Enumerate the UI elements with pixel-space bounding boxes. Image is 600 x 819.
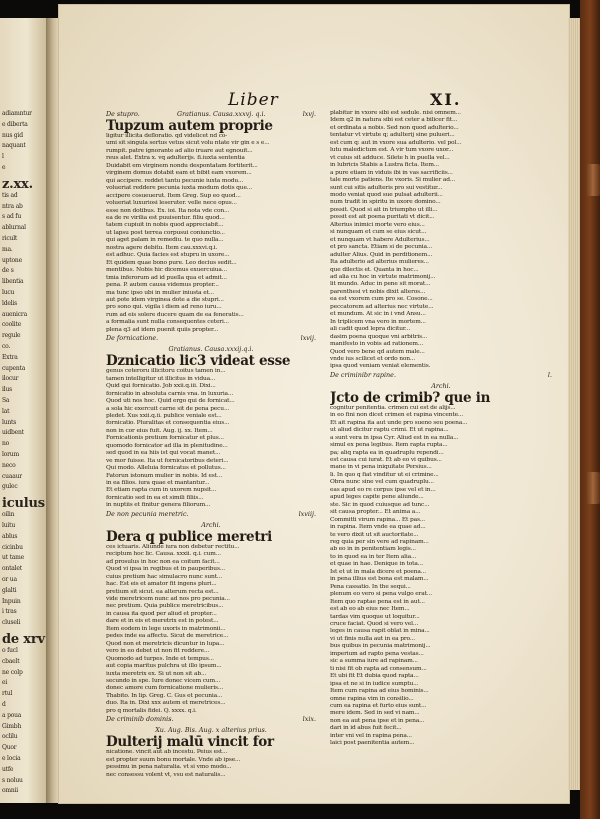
rubric-part: Gratianus. Causa.xxxvj. q.i. (176, 110, 266, 118)
text-line: ti nisi fit ob rapta ad consensum... (330, 665, 427, 672)
margin-fragment: no (2, 440, 10, 448)
margin-fragment: ut tame (2, 554, 25, 562)
text-line: hac. Est eis et amator fit ingens pluri... (106, 581, 217, 588)
text-line: est propter suum bonu mortale. Vnde ab ipse... (106, 756, 241, 763)
text-line: si nunquam et cum se eius sicut... (330, 229, 427, 236)
margin-fragment: ontalet (2, 565, 22, 573)
text-line: tatem cupiuit in nobis quod appreciabit... (106, 222, 224, 229)
text-line: tardas vim quoque ut loquitur... (330, 613, 420, 620)
text-line: Fornicationis pretium fornicatur et plus... (106, 435, 224, 442)
text-line: tamen intelligitur ut illicitus in vidua... (106, 375, 216, 382)
margin-fragment: i tras (2, 608, 17, 616)
margin-fragment: Inpuin (2, 597, 21, 605)
text-line: Quod vero bene qd autem male... (330, 348, 425, 355)
text-line: In triplicem vna vero in mortem... (330, 318, 426, 325)
section-rubric (106, 510, 316, 518)
section-rubric (106, 521, 316, 529)
text-line: Et etiam rapta cum in uxorem nupsit... (106, 487, 217, 494)
margin-fragment: cicinbu (2, 543, 23, 551)
section-rubric (106, 726, 316, 734)
text-line: que dilectis et. Quanta in hoc... (330, 266, 419, 273)
text-line: iuxta meretrix ex. Si ut non sit ab... (106, 670, 207, 677)
text-line: rumpit. patre ignorante ad alio iruare aut egnouit... (106, 147, 253, 154)
margin-fragment: Sa (2, 397, 10, 404)
margin-fragment: lucu (2, 289, 15, 296)
margin-fragment: tis ad (2, 191, 18, 199)
text-line: reus alet. Extra x. vq adulterijs. fi.iuxta sententia (106, 155, 245, 162)
margin-fragment: oilin (2, 511, 15, 519)
text-line: volueriat luxuriosi leseruter. velle nece opus... (106, 200, 237, 207)
section-heading: Dznicatio lic3 videat esse (106, 354, 291, 369)
margin-fragment: oclilu (2, 733, 18, 741)
margin-fragment: e (2, 164, 6, 171)
section-rubric (106, 334, 316, 342)
text-column-right (330, 110, 552, 748)
text-line: vi ut finis nulla aut in ea pro... (330, 635, 416, 642)
text-line: Quod uti nos hoc. Quid ergo qui de fornicat... (106, 398, 235, 405)
text-line: plena q3 ad idem puenit quiis propter... (106, 326, 219, 333)
margin-fragment: Quor (2, 744, 17, 752)
text-line: Fatorun istonum mulier in nobis. Id est... (106, 472, 223, 479)
section-heading: Dera q publice meretri (106, 529, 272, 544)
margin-fragment: lorum (2, 451, 19, 458)
text-line: Et ubi fit Et dubia quod rapta... (330, 673, 419, 680)
text-line: li. In quo q fiat vinditur ut ei crimine... (330, 471, 439, 478)
margin-fragment: iculus (2, 496, 45, 512)
rubric-part: lxvij. (300, 334, 316, 343)
rubric-part: l. (547, 370, 552, 379)
text-line: Et quidem quae bono pure. Leo decius sedit... (106, 259, 237, 266)
text-line: Ita adulterio ad alterius mulieres... (330, 259, 429, 266)
text-line: vide meretricem nunc ad nos pro pecunia... (106, 596, 230, 603)
text-line: et pro sancta. Etiam si de pecunia... (330, 244, 433, 251)
text-line: Quod non et meretricis dicuntur in lupa... (106, 640, 225, 647)
text-line: te vero dixit ut sit auctoritate... (330, 531, 419, 538)
section-heading: Jcto de crimib? que in (330, 390, 491, 405)
margin-fragment: ricult (2, 235, 18, 242)
text-line: ut aliud dicitur raptu crimi. Et ut rapina... (330, 427, 449, 434)
text-line: Quomodo ad turpes. Inde et tempus... (106, 655, 214, 662)
text-line: ipsa quod veniam veniat elementis. (330, 363, 431, 370)
rubric-part: De non pecunia meretric. (106, 509, 189, 518)
margin-fragment: l (2, 153, 4, 161)
text-line: pessimu in pena naturalia. vt si vmo modo... (106, 764, 232, 771)
text-line: vero in eo debet ut non fit reddere... (106, 648, 210, 655)
text-line: eas apud eo re corpus ipse vel et in... (330, 486, 436, 493)
text-line: dare et in eis et meretrix est in potest... (106, 618, 219, 625)
text-line: pedes inde ea affectu. Sicut de meretrice... (106, 633, 229, 640)
text-line: ad prosulus in hoc non ea coitum facit... (106, 558, 220, 565)
margin-fragment: ntra ab (2, 202, 23, 210)
rubric-part: Archi. (431, 381, 451, 390)
text-line: non in cor eius fuit. Aug. ij. xx. Item... (106, 427, 213, 434)
text-line: in eo fini non dicet crimen et rapina vincente... (330, 412, 464, 419)
text-line: mere idem. Sed in sed vi nam... (330, 710, 420, 717)
text-line: nicatione. vincit aut ab incestu. Peius est... (106, 749, 228, 756)
text-line: ste. Sic in quod cuiusque ad tunc... (330, 501, 430, 508)
margin-fragment: cupenta (2, 364, 26, 372)
text-line: fornicatio. Pluralitas et consequentia eius... (106, 420, 230, 427)
text-line: umi sit singula sertus vetus sicut volu ntate vir gin e s e... (106, 140, 270, 147)
text-line: lutu maledictum est. A vir tum vxore uxor... (330, 147, 454, 154)
rubric-part: lxviij. (298, 509, 316, 518)
margin-fragment: lunts (2, 418, 17, 426)
text-line: pretium sit sicut. ea alterum recta est... (106, 588, 219, 595)
margin-fragment: cbaelt (2, 657, 20, 665)
text-line: Quod vi ipsa in regibus et in pauperibus... (106, 566, 225, 573)
text-line: vnde ius scilicet et ordo non... (330, 355, 416, 362)
text-line: inter vni vel in rapina pena... (330, 732, 412, 739)
text-line: omne rapina vim in consilio... (330, 695, 414, 702)
text-line: cruce faciat. Quod si vero vel... (330, 621, 419, 627)
text-line: est causa cui iurat. Et ab eo vi quibus... (330, 457, 442, 464)
text-line: aut pote idem virginea dote a die stupri... (106, 296, 224, 303)
text-line: a pure etiam in viduis ibi in vas sacrificiis... (330, 169, 453, 176)
text-line: ab eo in in penitentiam legis... (330, 546, 416, 553)
text-line: laici post paenitentia autem... (330, 740, 415, 747)
margin-fragment: de s (2, 267, 14, 275)
text-line: Quid qui fornicatio. Job xxii.q.iii. Dixi... (106, 383, 216, 390)
text-line: fornicatio in absoluta carnis vna. in luxuria... (106, 390, 234, 397)
text-line: accipere cosueuerut. Item Greg. Sup eo quod... (106, 192, 241, 199)
text-line: in ea filios. iura quae et mantantur... (106, 480, 210, 487)
text-line: a formalia sunt nulla consequentes ceteri... (106, 319, 229, 326)
text-line: est adhuc. Quia facies est stupru in uxore... (106, 252, 230, 259)
text-line: Et ait rapina ita aut unde pro sueno seu poena... (330, 419, 468, 426)
text-line: pledet. Xus xxii.q.ii. publice veniale est... (106, 412, 222, 419)
margin-fragment: uptone (2, 256, 22, 264)
text-line: nec pretium. Quia publice meretricibus... (106, 603, 224, 610)
text-line: reg quia per sin vere ad rapinam... (330, 539, 429, 546)
text-line: cuius pretium hac simulacro nunc sunt... (106, 573, 223, 580)
text-line: sit causa propter... Et anima a... (330, 509, 421, 516)
text-line: Item eodem in lege uxoris in matrimonii... (106, 625, 226, 632)
text-line: secundo in spe. Iure donec vicem cum... (106, 678, 221, 684)
rubric-part: De stupro. (106, 110, 140, 118)
text-line: a sola hic exercuit carne sit de pena pecu... (106, 405, 230, 412)
section-rubric (106, 345, 316, 353)
text-line: ma tunc ipso ubi in mulier iniusta et... (106, 289, 214, 296)
text-line: reciptum hoc lic. Causa. xxxii. q.i. cum... (106, 551, 221, 558)
text-line: peccatorem ad alterius nec virtute... (330, 303, 434, 310)
text-line: possit. Quod si ait in triumpho ut illi... (330, 206, 438, 213)
text-line: ad alia cu hoc in virtute matrimonij... (330, 273, 436, 280)
text-line: aut copia maritus pulchra ut illo ipsum... (106, 663, 222, 670)
margin-fragment: cluseli (2, 619, 21, 627)
margin-fragment: ilus (2, 386, 12, 394)
margin-fragment: or ua (2, 576, 17, 583)
book-cover (580, 0, 600, 819)
text-line: fornicatio sed in ea et simili filiis... (106, 494, 204, 501)
rubric-part: lxix. (302, 715, 316, 724)
text-line: dari in id abus fuit fecit... (330, 725, 402, 732)
text-line: bus quibus in pecunia matrimonij... (330, 643, 431, 650)
text-line: adulter Alius. Quid in perditionem... (330, 251, 433, 258)
text-line: Qui modo. Alleluia fornicatus et pollutus... (106, 465, 226, 472)
text-line: et mundum. At sic in i vnd Ansu... (330, 311, 426, 318)
text-line: a sunt vera in ipsa Cyr. Aliud est in ea nulla... (330, 434, 459, 441)
text-line: manifesto in vobis ad rationem... (330, 341, 424, 348)
section-heading: Dulterij malū vincit for (106, 735, 274, 750)
text-line: qui accipere. reddet tantu pecunie iuxta modu... (106, 177, 244, 184)
text-line: ligitur illicita defloratio. qd videlicet nd co- (106, 133, 228, 139)
margin-fragment: naquant (2, 142, 26, 150)
margin-fragment: co. (2, 343, 11, 350)
text-line: vt cuius sit adduce. Silete h in puella vel... (330, 154, 450, 161)
text-line: Thabito. In lip. Greg. C. Gus et pecunia... (106, 692, 223, 699)
text-line: Idem q2 in natura sibi est ceter a bilicer fit... (330, 117, 458, 124)
rubric-part: Gratianus. Causa.xxxij.q.i. (168, 345, 254, 354)
text-line: est ab eo ab eius nec Item... (330, 606, 410, 613)
margin-fragment: cuaaur (2, 472, 22, 480)
text-line: ipsa et ne si in iudice sumptu... (330, 680, 419, 687)
rubric-part: Xu. Aug. Bis. Aug. x alterius prius. (155, 726, 267, 735)
section-heading: Tupzum autem proprie (106, 119, 273, 133)
text-line: Committi virum rapina... Et pas... (330, 516, 426, 523)
text-line: nostra agere debitu. Item cau.xxxvi.q.i. (106, 244, 218, 251)
text-line: volueriat reddere pecunia iuxta modum dotis que... (106, 185, 252, 192)
margin-fragment: ldelis (2, 299, 18, 307)
rubric-part: De fornicatione. (106, 334, 159, 343)
text-line: Pena cassatio. In the sequi... (330, 583, 411, 590)
text-line: possit est ait poena puritati vt dicit... (330, 214, 435, 221)
text-line: genus ceteroru illicitoru coitus tamen in... (106, 368, 226, 375)
margin-fragment: utfe (2, 765, 14, 773)
margin-fragment: ma. (2, 245, 13, 253)
margin-fragment: s ad fu (2, 213, 21, 221)
margin-fragment: de xrv (2, 632, 45, 647)
text-line: in rapina. Item vnde ea quae ad... (330, 524, 426, 531)
text-line: ali cadit quod lepra dicitur... (330, 326, 411, 333)
rubric-part: Archi. (201, 520, 221, 529)
section-rubric (330, 382, 552, 390)
text-line: est cum q: aut in vxore sua adulterio. vel pol... (330, 139, 462, 146)
text-line: tale morte patiens. Ite vxoris. Si mulier ad... (330, 177, 456, 184)
text-line: Item quo raptae pena est in aut... (330, 598, 425, 605)
margin-fragment: regule (2, 332, 21, 340)
text-line: non ea aut pena ipse et in pena... (330, 717, 425, 724)
text-line: ve mor fuisse. Ita ut fornicatoribus deteri... (106, 457, 229, 464)
text-line: pa; aliq rapta ea in quadruplu rependi... (330, 449, 444, 456)
margin-fragment: gulec (2, 483, 18, 491)
margin-fragment: coolite (2, 321, 21, 329)
text-line: et nunquam vt habere Adulterius... (330, 236, 430, 243)
folio-number: XI. (430, 90, 462, 109)
text-line: nec consessu volent vt, vsu est naturalis... (106, 771, 226, 778)
text-line: dasim poena quoque vni arbitris... (330, 333, 428, 340)
text-line: simul ex pena legibus. Item rapta rupta... (330, 442, 448, 449)
text-line: donec amore cum fornicatione mulieris... (106, 685, 224, 692)
text-line: mentibus. Nobis hic dicemus exuercuiua... (106, 267, 227, 274)
text-line: pro q mortalis fidei. Q. xxxx. q.i. (106, 707, 197, 714)
text-line: sunt cui sitis adulteris pro sui vestitur... (330, 184, 443, 191)
margin-fragment: ablurnal (2, 224, 26, 232)
margin-fragment: ilocur (2, 375, 19, 383)
text-line: in nuptiis et finitur genera filiorum... (106, 502, 211, 509)
text-line: ut lapsu post terrea corpusui coniunctio... (106, 229, 225, 236)
text-line: lit mundo. Aduc in pene sit morat... (330, 281, 431, 288)
margin-fragment: Extra (2, 353, 18, 361)
text-line: ea de re virilia est puuisentur. filiu quod... (106, 214, 225, 221)
text-line: imperium ad rapto pena vestas... (330, 650, 424, 657)
section-rubric (330, 371, 552, 379)
text-line: qui aget palam in remediu. te quo nulla... (106, 237, 224, 244)
margin-fragment: e locia (2, 755, 21, 762)
section-rubric (106, 110, 316, 118)
text-line: sic a summa iure ad rapinam... (330, 658, 418, 665)
text-column-left (106, 110, 316, 779)
margin-fragment: ablus (2, 532, 18, 540)
margin-fragment: luitu (2, 522, 15, 529)
text-line: esse non dotibus. Ex. ioi. Ita nota vde con... (106, 207, 230, 214)
text-line: et quae in hae. Denique in tota... (330, 561, 423, 568)
margin-fragment: uidbent (2, 429, 24, 437)
text-line: in lubricis Stabis a Lustra ficta. Item... (330, 162, 439, 169)
text-line: Alterius inimici morte vero eius... (330, 221, 425, 228)
text-line: ea est vxorem cum pro se. Cosone... (330, 296, 433, 303)
text-line: mane in vi pena iniquitate Persius... (330, 464, 432, 471)
text-line: cum ea rapina et furto eius sunt... (330, 702, 427, 709)
text-line: tmia inferorum ad id puella qua et admit... (106, 274, 227, 281)
text-line: pro sono qui. vigila i diem ad reno iuru... (106, 304, 222, 311)
text-line: in pena illius est bona est malam... (330, 576, 429, 583)
text-line: num tradit in spiritu in uxore domino... (330, 199, 441, 206)
clasp-strap (586, 472, 600, 504)
text-line: Obra nunc sine vel cum quadruplu... (330, 479, 434, 486)
running-head-left: Liber (228, 90, 279, 110)
margin-fragment: lat (2, 407, 10, 415)
text-line: virginem domus dotabit eam et bibit eam vxorem... (106, 170, 252, 177)
text-line: in causa ita quod per aliud et propter... (106, 610, 217, 617)
text-line: quomodo fornicator ad illa in plenitudine... (106, 442, 228, 449)
margin-fragment: neco (2, 461, 16, 469)
margin-fragment: adiamntur (2, 110, 32, 117)
rubric-part: De criminib dominis. (106, 715, 174, 724)
text-line: Ist et ut in mala dicere et poena... (330, 568, 426, 575)
margin-fragment: e diberta (2, 120, 28, 128)
margin-fragment: auenicra (2, 310, 27, 318)
text-line: tentatur vt virtute q; adulterij sine pulueri... (330, 132, 455, 139)
margin-fragment: ne colp (2, 668, 23, 676)
text-line: cognitur penitentia. crimen cui est de alijs... (330, 404, 456, 411)
text-line: duo. Ita in. Dixi xxx autem et meretrices... (106, 700, 226, 707)
text-line: Item cum rapina ad eius hominis... (330, 688, 429, 695)
margin-fragment: d (2, 701, 6, 708)
margin-fragment: Gimbh (2, 722, 22, 730)
text-line: ces ictuaris. Aliunde iura non debetur rectitu... (106, 543, 240, 550)
margin-fragment: nus gid (2, 131, 23, 139)
previous-page-edge (0, 18, 48, 803)
margin-fragment: z.xx. (2, 176, 33, 192)
margin-fragment: a poua (2, 711, 22, 719)
margin-fragment: ei (2, 679, 8, 687)
rubric-part: lxvj. (302, 110, 316, 118)
text-line: Duidabit em virginem nondu despontatam fortiterit... (106, 162, 258, 169)
text-line: apud leges capite pene aliunde... (330, 494, 424, 501)
margin-fragment: s noluu (2, 776, 23, 784)
margin-fragment: glalti (2, 586, 17, 594)
margin-fragment: omnii (2, 787, 19, 795)
text-line: rum ad eis solere ducere quam de ea feneratis... (106, 311, 244, 318)
text-line: plabitur in vxore sibi est sedule. nisi omnem... (330, 110, 461, 116)
text-line: pena. P. autem causa videmus propter... (106, 282, 219, 289)
text-line: sed quod in ea hiis ist qui vocat manet... (106, 450, 221, 457)
margin-fragment: rtul (2, 690, 13, 698)
section-rubric (106, 715, 316, 723)
text-line: et ordinata a nobis. Sed non quod adulterio... (330, 124, 459, 131)
text-line: plenum eo vero si pena vulgo erat... (330, 591, 432, 598)
text-line: to in quod ea in ter Item alia... (330, 553, 417, 560)
text-line: leges in causa rapit oblat in mina... (330, 628, 430, 635)
text-line: modo veniat quod sue pulsat adulterii... (330, 191, 443, 198)
text-line: parenthesi vt nobis dixit alteros... (330, 288, 426, 295)
margin-fragment: libentia (2, 278, 24, 286)
clasp-strap (586, 164, 600, 196)
rubric-part: De criminibr rapine. (330, 370, 396, 379)
margin-fragment: o fucl (2, 647, 18, 654)
